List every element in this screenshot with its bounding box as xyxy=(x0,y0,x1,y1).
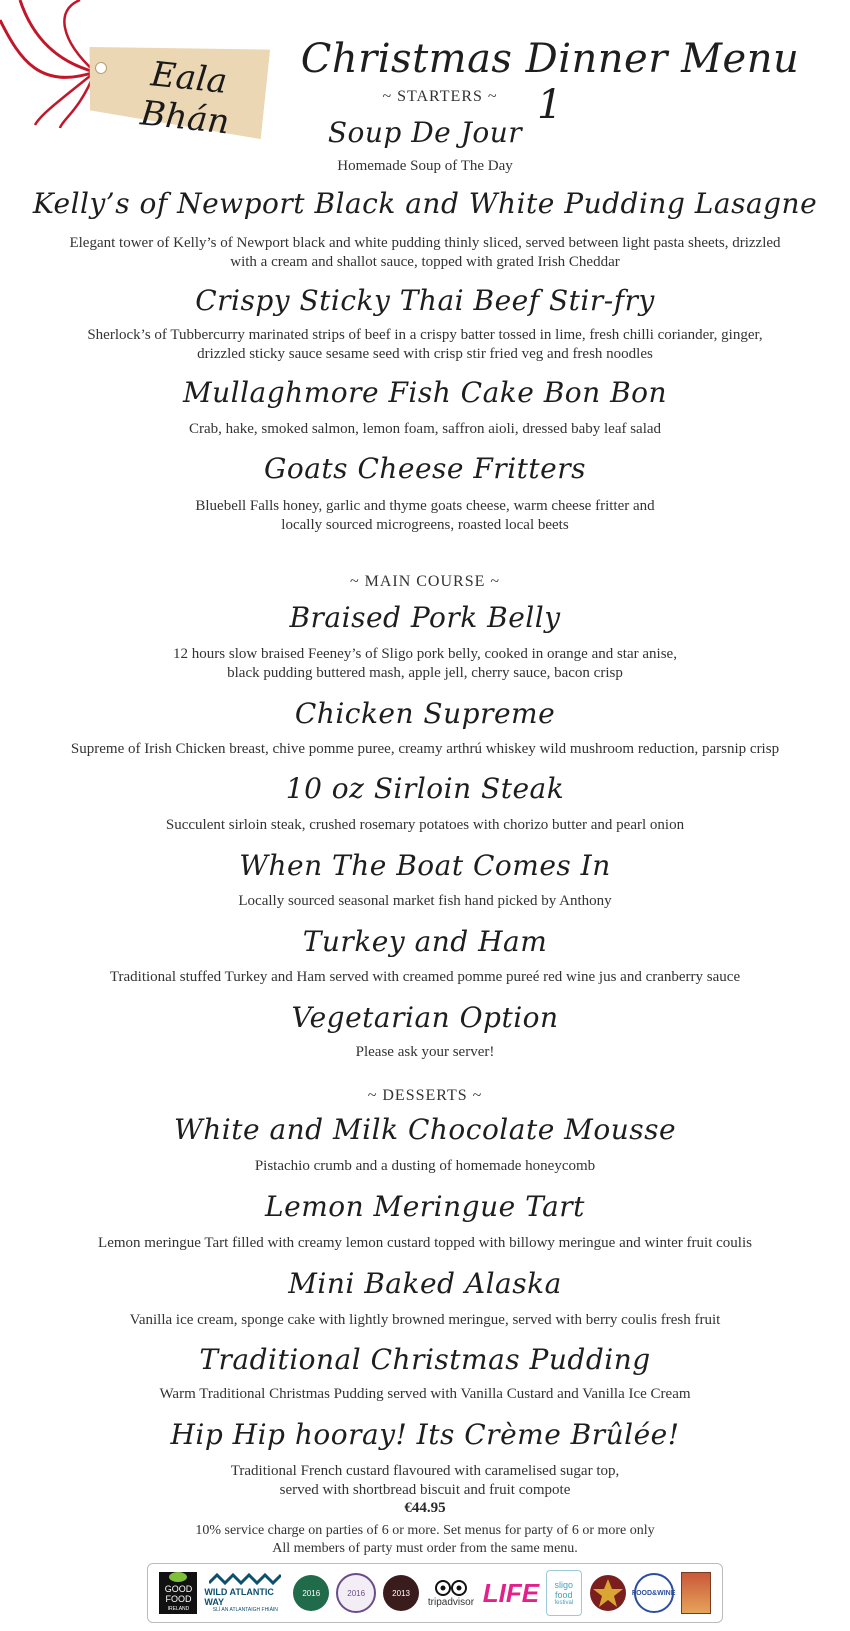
sligo-food-festival-logo: sligo food festival xyxy=(546,1570,582,1616)
dish-description: Vanilla ice cream, sponge cake with lightly browned meringue, served with berry coulis fresh fruit xyxy=(129,1312,721,1328)
section-desserts: ~ DESSERTS ~ xyxy=(367,1087,483,1104)
dish-description: Crab, hake, smoked salmon, lemon foam, saffron aioli, dressed baby leaf salad xyxy=(188,421,662,437)
dish-name: Goats Cheese Fritters xyxy=(264,452,586,485)
life-magazine-logo: LIFE xyxy=(482,1577,540,1608)
dish-name: Vegetarian Option xyxy=(291,1001,559,1034)
photo-thumbnail xyxy=(681,1572,711,1614)
dish-description: Homemade Soup of The Day xyxy=(337,158,513,174)
award-badge-icon: 2016 xyxy=(293,1575,329,1611)
service-note: 10% service charge on parties of 6 or more. Set menus for party of 6 or more only xyxy=(195,1523,655,1538)
brand-logo-text: Eala Bhán xyxy=(138,54,232,143)
dish-description: Sherlock’s of Tubbercurry marinated strips of beef in a crispy batter tossed in lime, fresh chilli coriander, ginger, xyxy=(87,327,763,343)
dish-description: Succulent sirloin steak, crushed rosemary potatoes with chorizo butter and pearl onion xyxy=(165,817,685,833)
dish-name: Mullaghmore Fish Cake Bon Bon xyxy=(182,376,668,409)
dish-name: Traditional Christmas Pudding xyxy=(199,1343,651,1376)
dish-name: Lemon Meringue Tart xyxy=(265,1190,585,1223)
dish-name: White and Milk Chocolate Mousse xyxy=(173,1113,677,1146)
award-seal-icon: 2013 xyxy=(383,1575,419,1611)
food-and-wine-logo: FOOD&WINE xyxy=(634,1573,674,1613)
party-note: All members of party must order from the same menu. xyxy=(272,1541,578,1556)
dish-name: 10 oz Sirloin Steak xyxy=(285,772,565,805)
section-main-course: ~ MAIN COURSE ~ xyxy=(349,573,501,590)
dish-name: Mini Baked Alaska xyxy=(288,1267,562,1300)
partner-logos-bar xyxy=(147,1563,723,1623)
dish-description: Supreme of Irish Chicken breast, chive pomme puree, creamy arthrú whiskey wild mushroom reduction, parsnip crisp xyxy=(70,741,780,757)
wild-atlantic-way-logo: WILD ATLANTIC WAY SLÍ AN ATLANTAIGH FHIÁIN xyxy=(204,1573,286,1613)
dish-name: Braised Pork Belly xyxy=(289,601,561,634)
tripadvisor-logo: tripadvisor xyxy=(426,1573,476,1613)
dish-name: Soup De Jour xyxy=(327,116,523,149)
dish-description: Bluebell Falls honey, garlic and thyme goats cheese, warm cheese fritter and xyxy=(195,498,655,514)
dish-description: Warm Traditional Christmas Pudding served with Vanilla Custard and Vanilla Ice Cream xyxy=(159,1386,691,1402)
good-food-ireland-logo: GOOD FOOD IRELAND xyxy=(159,1572,197,1614)
dish-description: black pudding buttered mash, apple jell, cherry sauce, bacon crisp xyxy=(227,665,623,681)
dish-description: Please ask your server! xyxy=(355,1044,495,1060)
dish-name: Turkey and Ham xyxy=(302,925,548,958)
dish-description: Locally sourced seasonal market fish hand picked by Anthony xyxy=(238,893,612,909)
dish-description: Traditional French custard flavoured with caramelised sugar top, xyxy=(230,1463,620,1479)
restaurant-award-badge-icon: 2016 xyxy=(336,1573,376,1613)
section-starters: ~ STARTERS ~ xyxy=(382,88,498,105)
star-award-icon xyxy=(589,1574,627,1612)
menu-price: €44.95 xyxy=(404,1500,446,1516)
dish-description: with a cream and shallot sauce, topped with grated Irish Cheddar xyxy=(230,254,620,270)
dish-description: served with shortbread biscuit and fruit compote xyxy=(279,1482,571,1498)
dish-name: Crispy Sticky Thai Beef Stir-fry xyxy=(195,284,655,317)
dish-description: Lemon meringue Tart filled with creamy lemon custard topped with billowy meringue and winter fruit coulis xyxy=(98,1235,752,1251)
menu-title: Christmas Dinner Menu 1 xyxy=(300,36,800,128)
dish-description: locally sourced microgreens, roasted local beets xyxy=(281,517,569,533)
dish-name: Hip Hip hooray! Its Crème Brûlée! xyxy=(170,1418,680,1451)
dish-description: drizzled sticky sauce sesame seed with crisp stir fried veg and fresh noodles xyxy=(197,346,653,362)
dish-description: Pistachio crumb and a dusting of homemade honeycomb xyxy=(254,1158,596,1174)
dish-name: Chicken Supreme xyxy=(294,697,556,730)
dish-name: Kelly’s of Newport Black and White Pudding Lasagne xyxy=(32,187,818,220)
dish-description: Elegant tower of Kelly’s of Newport black and white pudding thinly sliced, served between light pasta sheets, drizzled xyxy=(69,235,781,251)
dish-description: Traditional stuffed Turkey and Ham served with creamed pomme pureé red wine jus and cranberry sauce xyxy=(109,969,741,985)
dish-description: 12 hours slow braised Feeney’s of Sligo pork belly, cooked in orange and star anise, xyxy=(173,646,677,662)
dish-name: When The Boat Comes In xyxy=(239,849,611,882)
